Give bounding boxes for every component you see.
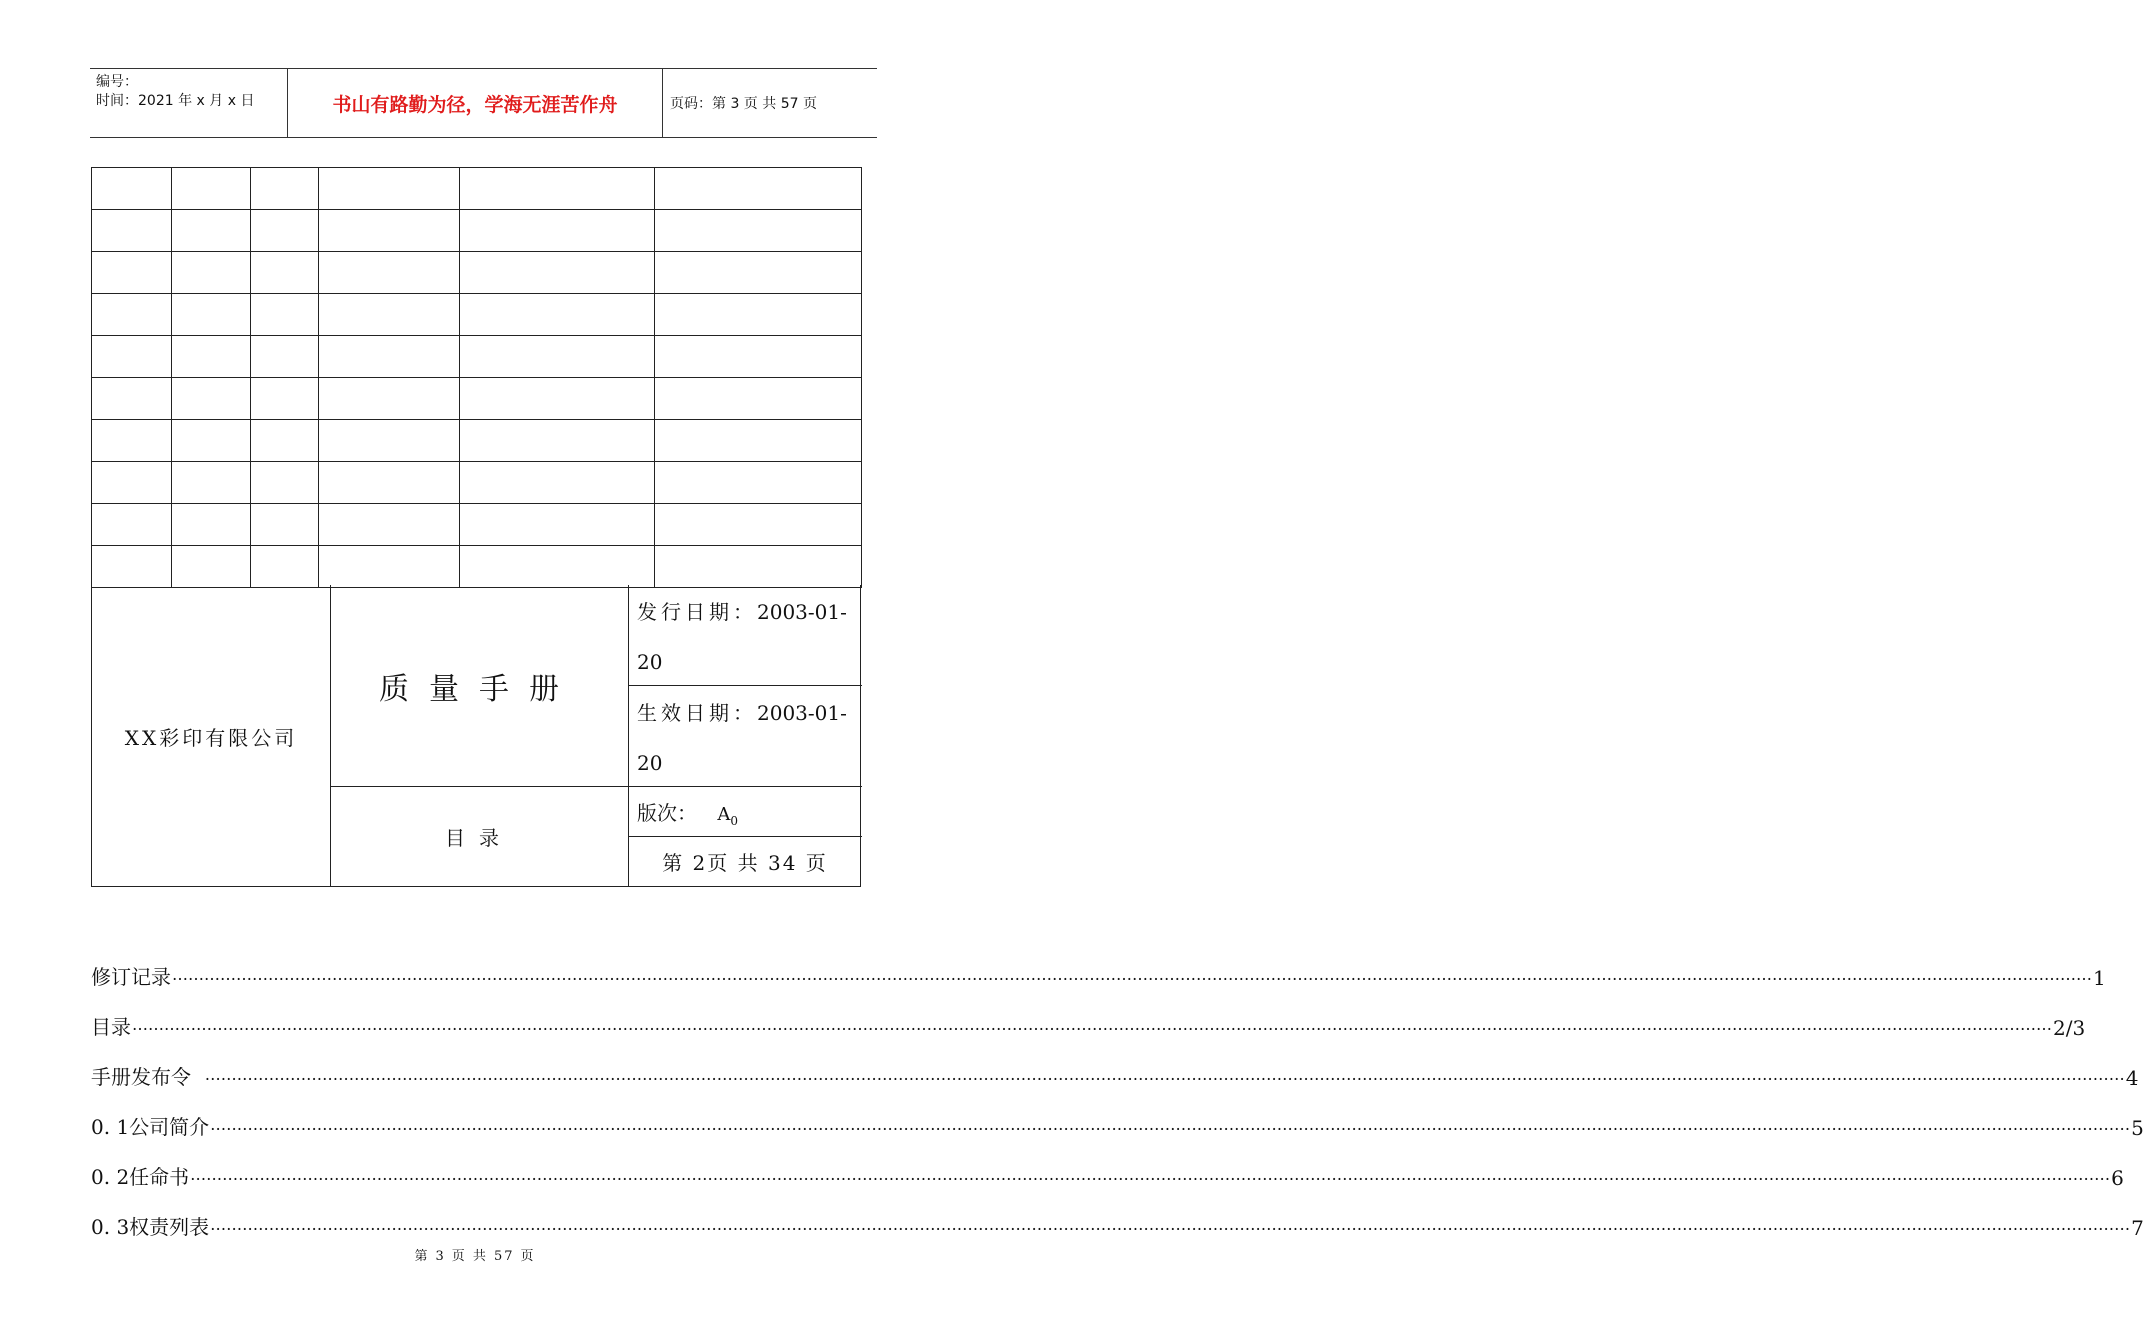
header-motto: 书山有路勤为径，学海无涯苦作舟: [332, 93, 618, 116]
toc-leader-dots: ………………………………………………………………………………………………………………………………………………………………………………………………………………………………………………………………………………………………………………………………: [204, 1065, 2125, 1084]
table-cell: [251, 378, 319, 420]
toc-entry-page: 7: [2131, 1216, 2144, 1240]
table-cell: [92, 420, 172, 462]
table-cell: [319, 294, 460, 336]
table-cell: [172, 336, 251, 378]
table-cell: [655, 420, 862, 462]
toc-entry-label: 0. 2任命书: [91, 1165, 190, 1189]
toc-entry-label: 0. 3权责列表: [91, 1215, 210, 1239]
table-cell: [655, 546, 862, 588]
toc-entry-page: 4: [2125, 1066, 2139, 1090]
table-cell: [460, 210, 655, 252]
footer-current-page: 3: [435, 1249, 446, 1264]
toc-entry[interactable]: [91, 1140, 2124, 1190]
toc-entry-label: 0. 1公司简介: [91, 1115, 210, 1139]
table-cell: [251, 294, 319, 336]
table-cell: [92, 378, 172, 420]
table-cell: [655, 294, 862, 336]
toc-entry-label: 手册发布令: [91, 1065, 204, 1089]
document-title: 质量手册: [379, 671, 579, 707]
toc-entry-page: 1: [2093, 966, 2106, 990]
page-footer: [0, 1245, 950, 1264]
version-value: A: [717, 804, 731, 825]
toc-entry[interactable]: [91, 940, 2106, 990]
table-row: [92, 168, 862, 210]
table-row: [92, 336, 862, 378]
company-name: XX彩印有限公司: [124, 725, 298, 750]
table-cell: [251, 210, 319, 252]
table-cell: [92, 546, 172, 588]
table-cell: [92, 210, 172, 252]
table-cell: [655, 378, 862, 420]
document-number-label: 编号：: [96, 74, 138, 90]
toc-leader-dots: ………………………………………………………………………………………………………………………………………………………………………………………………………………………………………………………………………………………………………………………………: [190, 1165, 2111, 1184]
table-cell: [460, 336, 655, 378]
table-cell: [172, 546, 251, 588]
table-cell: [172, 420, 251, 462]
toc-entry-page: 2/3: [2053, 1016, 2086, 1040]
header-meta: [96, 73, 286, 111]
table-row: [92, 546, 862, 588]
table-cell: [655, 210, 862, 252]
table-cell: [172, 504, 251, 546]
toc-entry-label: 修订记录: [91, 965, 171, 989]
title-block: [91, 585, 861, 887]
title-block-page: 第 2页 共 34 页: [662, 851, 828, 875]
document-time-label: 时间：2021 年 x 月 x 日: [96, 93, 255, 109]
table-cell: [460, 378, 655, 420]
table-cell: [319, 252, 460, 294]
table-cell: [655, 336, 862, 378]
table-cell: [172, 168, 251, 210]
table-cell: [251, 546, 319, 588]
table-cell: [460, 504, 655, 546]
toc-entry-page: 6: [2111, 1166, 2124, 1190]
header-page-number: 页码：第 3 页 共 57 页: [670, 96, 817, 112]
toc-entry[interactable]: [91, 990, 2086, 1040]
table-of-contents: [91, 940, 2144, 1240]
table-cell: [319, 420, 460, 462]
effective-date-value: 2003-01-20: [637, 701, 847, 775]
table-row: [92, 462, 862, 504]
table-cell: [460, 462, 655, 504]
table-row: [92, 294, 862, 336]
version-label: 版次：: [637, 801, 697, 825]
table-row: [92, 378, 862, 420]
toc-entry[interactable]: [91, 1040, 2139, 1090]
table-cell: [251, 336, 319, 378]
issue-date-label: 发行日期：: [637, 600, 757, 624]
toc-entry[interactable]: [91, 1090, 2144, 1140]
table-cell: [251, 462, 319, 504]
effective-date-label: 生效日期：: [637, 701, 757, 725]
table-cell: [92, 336, 172, 378]
table-cell: [92, 294, 172, 336]
table-cell: [319, 546, 460, 588]
table-cell: [319, 168, 460, 210]
table-cell: [319, 336, 460, 378]
issue-date: [637, 587, 859, 687]
table-cell: [319, 378, 460, 420]
table-cell: [319, 210, 460, 252]
section-title: 目录: [445, 826, 513, 850]
table-row: [92, 210, 862, 252]
table-cell: [251, 420, 319, 462]
table-row: [92, 504, 862, 546]
toc-leader-dots: ………………………………………………………………………………………………………………………………………………………………………………………………………………………………………………………………………………………………………………………………: [172, 965, 2092, 984]
table-cell: [172, 210, 251, 252]
toc-leader-dots: ………………………………………………………………………………………………………………………………………………………………………………………………………………………………………………………………………………………………………………………………: [210, 1115, 2131, 1134]
table-cell: [319, 462, 460, 504]
table-cell: [460, 546, 655, 588]
table-cell: [251, 168, 319, 210]
table-cell: [92, 168, 172, 210]
table-cell: [172, 378, 251, 420]
table-cell: [655, 168, 862, 210]
footer-total-pages: 57: [493, 1249, 515, 1264]
toc-leader-dots: ………………………………………………………………………………………………………………………………………………………………………………………………………………………………………………………………………………………………………………………………: [210, 1215, 2131, 1234]
header-divider: [662, 69, 663, 137]
table-cell: [172, 294, 251, 336]
toc-leader-dots: ………………………………………………………………………………………………………………………………………………………………………………………………………………………………………………………………………………………………………………………………: [132, 1015, 2052, 1034]
issue-date-value: 2003-01-20: [637, 600, 847, 674]
table-cell: [460, 168, 655, 210]
effective-date: [637, 688, 859, 788]
table-cell: [172, 252, 251, 294]
footer-prefix: 第: [414, 1249, 430, 1264]
table-cell: [655, 504, 862, 546]
version-subscript: 0: [730, 814, 738, 828]
table-cell: [655, 252, 862, 294]
table-row: [92, 420, 862, 462]
table-cell: [460, 294, 655, 336]
toc-entry-label: 目录: [91, 1015, 131, 1039]
footer-mid: 页 共: [451, 1249, 488, 1264]
table-cell: [251, 252, 319, 294]
table-cell: [655, 462, 862, 504]
table-cell: [319, 504, 460, 546]
table-cell: [460, 420, 655, 462]
table-row: [92, 252, 862, 294]
table-cell: [92, 504, 172, 546]
table-cell: [251, 504, 319, 546]
table-cell: [172, 462, 251, 504]
toc-entry-page: 5: [2131, 1116, 2144, 1140]
table-cell: [460, 252, 655, 294]
page-header: [90, 68, 877, 138]
toc-entry[interactable]: [91, 1190, 2144, 1240]
table-cell: [92, 252, 172, 294]
footer-suffix: 页: [520, 1249, 536, 1264]
revision-table: [91, 167, 861, 585]
table-cell: [92, 462, 172, 504]
